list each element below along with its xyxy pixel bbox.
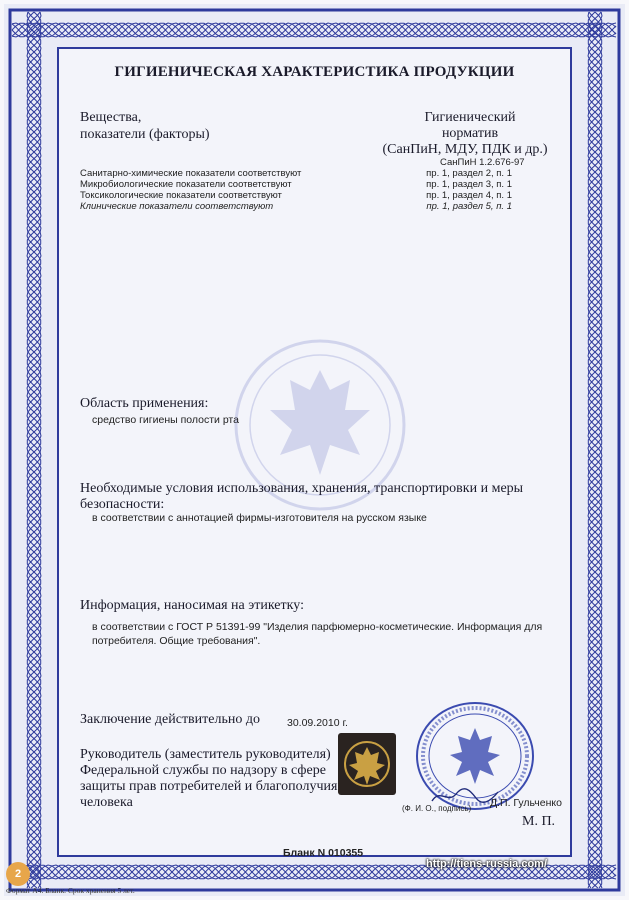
scope-value: средство гигиены полости рта	[92, 414, 239, 426]
norm-label-line2: норматив	[441, 126, 499, 141]
indicator-ref: пр. 1, раздел 4, п. 1	[426, 190, 512, 201]
head-title-line2: Федеральной службы по надзору в сфере	[80, 763, 326, 778]
valid-until-label: Заключение действительно до	[80, 712, 260, 727]
substances-label-line2: показатели (факторы)	[80, 127, 210, 142]
head-title-line4: человека	[80, 795, 133, 810]
document-title: ГИГИЕНИЧЕСКАЯ ХАРАКТЕРИСТИКА ПРОДУКЦИИ	[114, 64, 515, 80]
conditions-label-line1: Необходимые условия использования, хранения, транспортировки и меры	[80, 481, 524, 496]
label-info-value-line1: в соответствии с ГОСТ Р 51391-99 "Изделия парфюмерно-косметические. Информация для	[92, 621, 543, 633]
footer-note: Формат А4. Бланк. Срок хранения 5 лет.	[6, 886, 135, 895]
watermark-url: http://tiens-russia.com/	[426, 858, 548, 870]
head-title-line3: защиты прав потребителей и благополучия	[80, 779, 338, 794]
indicator-ref: пр. 1, раздел 2, п. 1	[426, 168, 512, 179]
indicator-ref: пр. 1, раздел 5, п. 1	[426, 201, 512, 212]
norm-label-line3: (СанПиН, МДУ, ПДК и др.)	[382, 142, 548, 157]
indicator-name: Микробиологические показатели соответствуют	[80, 179, 292, 190]
indicator-ref: пр. 1, раздел 3, п. 1	[426, 179, 512, 190]
norm-reference: СанПиН 1.2.676-97	[440, 157, 525, 168]
conditions-value: в соответствии с аннотацией фирмы-изготовителя на русском языке	[92, 512, 427, 524]
head-title-line1: Руководитель (заместитель руководителя)	[80, 747, 331, 762]
fio-signature-hint: (Ф. И. О., подпись)	[402, 804, 472, 813]
blank-number: Бланк N 010355	[283, 847, 364, 859]
scope-label: Область применения:	[80, 396, 209, 411]
valid-until-date: 30.09.2010 г.	[287, 717, 348, 729]
hologram-emblem	[338, 733, 396, 795]
conditions-label-line2: безопасности:	[80, 497, 165, 512]
indicator-name: Клинические показатели соответствуют	[80, 201, 274, 212]
label-info-label: Информация, наносимая на этикетку:	[80, 598, 304, 613]
indicator-name: Токсикологические показатели соответствуют	[80, 190, 282, 201]
substances-label-line1: Вещества,	[80, 110, 142, 125]
signer-name: Д.П. Гульченко	[490, 797, 562, 809]
page-number-badge: 2	[6, 862, 30, 886]
indicator-name: Санитарно-химические показатели соответствуют	[80, 168, 302, 179]
stamp-place-mark: М. П.	[522, 814, 556, 829]
label-info-value-line2: потребителя. Общие требования".	[92, 635, 261, 647]
norm-label-line1: Гигиенический	[424, 110, 516, 125]
